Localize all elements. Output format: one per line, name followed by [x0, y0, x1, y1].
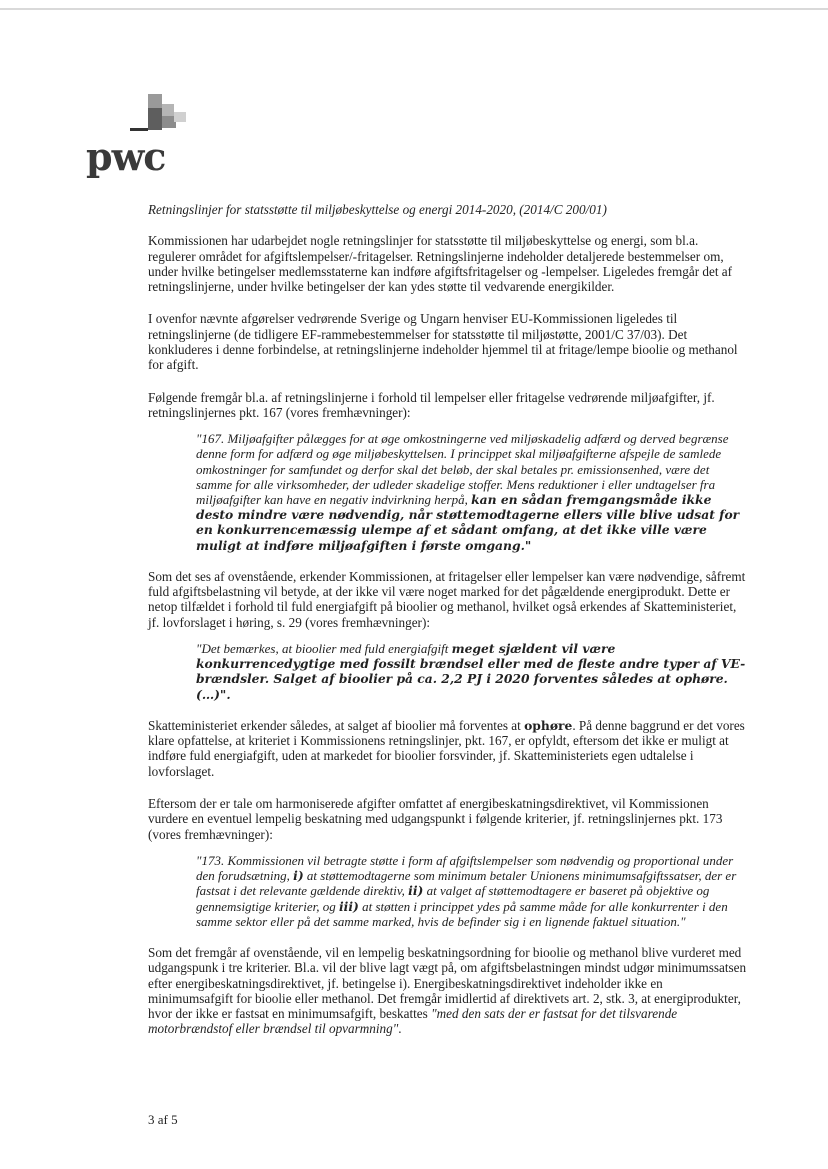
- quote-block: [196, 431, 748, 553]
- page-number: 3 af 5: [148, 1112, 178, 1127]
- paragraph: Følgende fremgår bl.a. af retningslinjerne i forhold til lempelser eller fritagelse vedrørende miljøafgifter, jf. retningslinjernes pkt. 167 (vores fremhævninger):: [148, 389, 715, 420]
- logo-block: [148, 108, 162, 130]
- pwc-logo: [86, 88, 206, 178]
- quote-emphasis: ii): [408, 883, 424, 899]
- quote-text: at støttemodtagerne som minimum betaler Unionens minimumsafgiftssatser, der er fastsat i det relevante gældende direktiv,: [196, 868, 737, 899]
- paragraph-text: . På denne baggrund er det vores klare opfattelse, at kriteriet i Kommissionens retningslinjer, pkt. 167, er opfyldt, eftersom det ikke er muligt at indføre fuld energiafgift, uden at markedet for bioolier forsvinder, jf. Skatteministeriets egen udtalelse i lovforslaget.: [148, 717, 745, 779]
- inline-quote: "med den sats der er fastsat for det tilsvarende motorbrændstof eller brændsel til opvarmning": [148, 1006, 678, 1037]
- paragraph-text: .: [398, 1021, 402, 1037]
- quote-emphasis: meget sjældent vil være konkurrencedygtige med fossilt brændsel eller med de fleste andre typer af VE-brændsler. Salget af bioolier på ca. 2,2 PJ i 2020 forventes således at ophøre. (…)".: [196, 641, 746, 702]
- quote-text: "173. Kommissionen vil betragte støtte i form af afgiftslempelser som nødvendig og proportional under den forudsætning,: [196, 852, 734, 884]
- emphasis: ophøre: [524, 717, 573, 733]
- section-title: Retningslinjer for statsstøtte til miljøbeskyttelse og energi 2014-2020, (2014/C 200/01): [148, 202, 607, 217]
- quote-block: [196, 641, 748, 702]
- top-rule: [0, 8, 828, 10]
- logo-wordmark: pwc: [86, 134, 166, 179]
- paragraph: Som det ses af ovenstående, erkender Kommissionen, at fritagelser eller lempelser kan være nødvendige, såfremt fuld afgiftsbelastning vil betyde, at der ikke vil være noget marked for det pågældende energiprodukt. Dette er netop tilfældet i forhold til fuld energiafgift på bioolier og methanol, hvilket også erkendes af Skatteministeriet, jf. lovforslaget i høring, s. 29 (vores fremhævninger):: [148, 568, 746, 630]
- quote-text: at valget af støttemodtagere er baseret på objektive og gennemsigtige kriterier, og: [196, 883, 710, 914]
- quote-emphasis: i): [293, 868, 304, 884]
- paragraph: [148, 945, 748, 1037]
- paragraph-text: Som det fremgår af ovenstående, vil en lempelig beskatningsordning for bioolie og methanol blive vurderet med udgangspunk i tre kriterier. Bl.a. vil der blive lagt vægt på, om afgiftsbelastningen mindst udgør minimumssatsen efter energibeskatningsdirektivet, jf. betingelse i). Energibeskatningsdirektivet indeholder ikke en minimumsafgift for bioolie eller methanol. Det fremgår imidlertid af direktivets art. 2, stk. 3, at energiprodukter, hvor der ikke er fastsat en minimumsafgift, beskattes: [148, 944, 747, 1022]
- quote-text: "167. Miljøafgifter pålægges for at øge omkostningerne ved miljøskadelig adfærd og derved begrænse denne form for adfærd og øge miljøbeskyttelsen. I princippet skal miljøafgifterne afspejle de samlede omkostninger for samfundet og derfor skal det beløb, der skal betales pr. emissionsenhed, være det samme for alle virksomheder, der udleder skadelige stoffer. Mens reduktioner i eller undtagelser fra miljøafgifter kan have en negativ indvirkning herpå,: [196, 431, 729, 508]
- document-body: [148, 202, 748, 1054]
- quote-text: "Det bemærkes, at bioolier med fuld energiafgift: [196, 641, 452, 657]
- paragraph: I ovenfor nævnte afgørelser vedrørende Sverige og Ungarn henviser EU-Kommissionen ligeledes til retningslinjerne (de tidligere EF-rammebestemmelser for statsstøtte til miljøstøtte, 2001/C 37/03). Det konkluderes i denne forbindelse, at retningslinjerne indeholder hjemmel til at fritage/lempe bioolie og methanol for afgift.: [148, 311, 738, 373]
- paragraph-text: Skatteministeriet erkender således, at salget af bioolier må forventes at: [148, 717, 525, 733]
- paragraph: Kommissionen har udarbejdet nogle retningslinjer for statsstøtte til miljøbeskyttelse og energi, som bl.a. regulerer området for afgiftslempelser/-fritagelser. Retningslinjerne indeholder detaljerede bestemmelser om, under hvilke betingelser medlemsstaterne kan indføre afgiftsfritagelser og -lempelser. Ligeledes fremgår det af retningslinjerne, under hvilke betingelser der kan ydes støtte til vedvarende energikilder.: [148, 233, 733, 295]
- quote-block: [196, 853, 748, 929]
- paragraph: [148, 718, 748, 779]
- quote-emphasis: kan en sådan fremgangsmåde ikke desto mindre være nødvendig, når støttemodtagerne ellers ville blive udsat for en konkurrencemæssig ulempe af et sådant omfang, at det ikke ville være muligt at indføre miljøafgiften i første omgang.": [196, 492, 740, 553]
- logo-block: [174, 112, 186, 122]
- paragraph: Eftersom der er tale om harmoniserede afgifter omfattet af energibeskatningsdirektivet, vil Kommissionen vurdere en eventuel lempelig beskatning med udgangspunkt i følgende kriterier, jf. retningslinjernes pkt. 173 (vores fremhævninger):: [148, 796, 723, 842]
- logo-block: [148, 94, 162, 108]
- logo-block: [130, 128, 148, 131]
- quote-text: at støtten i princippet ydes på samme måde for alle konkurrenter i den samme sektor eller på det samme marked, hvis de befinder sig i en lignende faktuel situation.": [196, 898, 728, 929]
- quote-emphasis: iii): [338, 898, 359, 914]
